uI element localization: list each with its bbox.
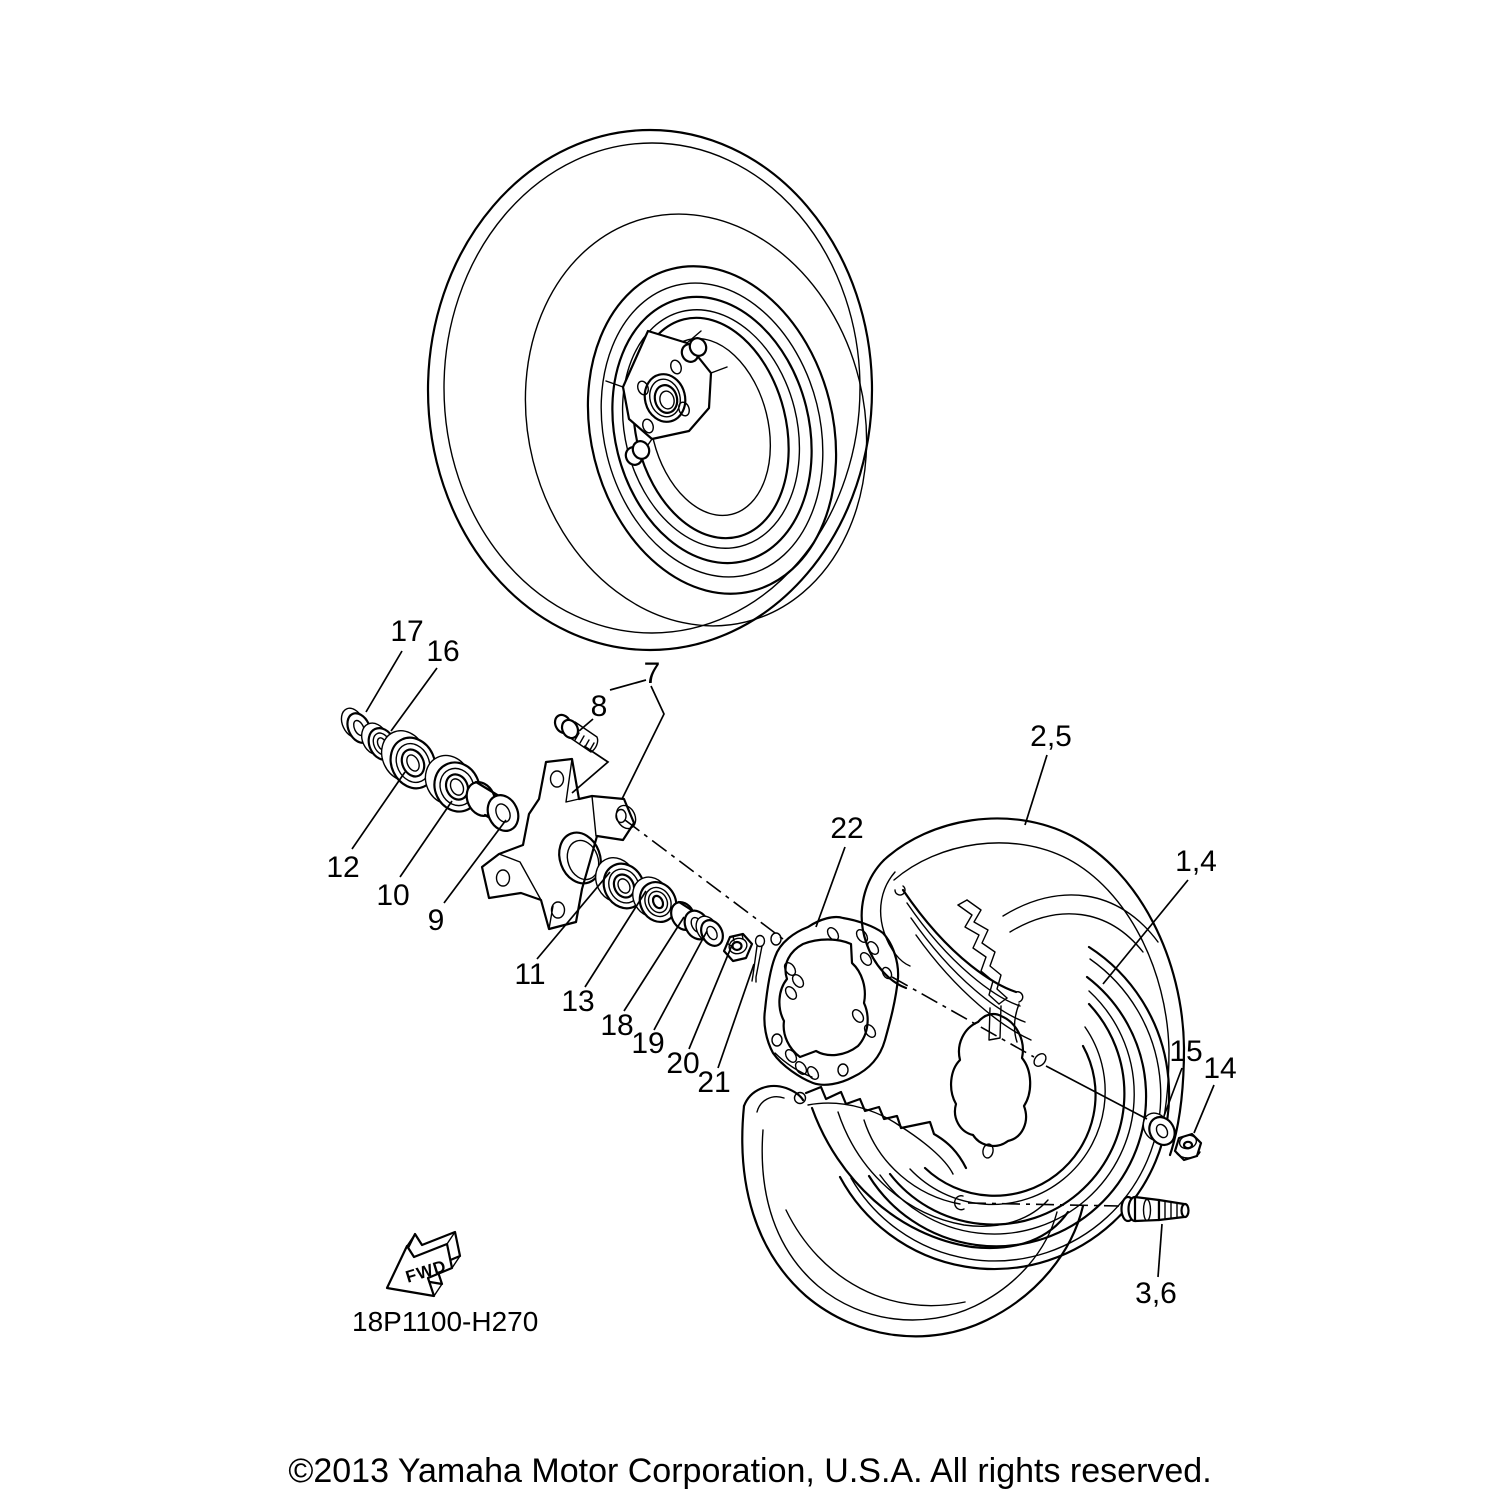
leader-line-7-1 — [622, 686, 664, 799]
callout-label-13: 13 — [561, 985, 595, 1018]
callout-label-21: 21 — [697, 1066, 731, 1099]
leader-line-12 — [352, 772, 405, 849]
callout-label-12: 12 — [326, 851, 360, 884]
callout-label-22: 22 — [830, 812, 864, 845]
part-14-flange-nut — [1175, 1134, 1201, 1160]
callout-label-3,6: 3,6 — [1135, 1277, 1177, 1310]
callout-label-15: 15 — [1169, 1035, 1203, 1068]
leader-line-1,4 — [1103, 880, 1188, 984]
part-20-castle-nut — [724, 934, 752, 961]
fwd-arrow — [387, 1232, 460, 1296]
leader-line-10 — [400, 801, 452, 877]
leader-line-16 — [391, 668, 437, 731]
leader-line-2,5 — [1025, 755, 1047, 825]
callout-label-17: 17 — [390, 615, 424, 648]
part-2-5-tire-upper-half — [862, 818, 1184, 1155]
leader-line-21 — [718, 964, 754, 1068]
part-3-6-valve-stem — [1122, 1197, 1189, 1221]
part-9-collar — [461, 777, 524, 835]
leader-line-14 — [1194, 1085, 1214, 1133]
callout-label-9: 9 — [427, 904, 445, 937]
callout-label-2,5: 2,5 — [1030, 720, 1072, 753]
callout-label-11: 11 — [514, 958, 546, 991]
leader-line-3,6 — [1158, 1224, 1162, 1277]
diagram-code: 18P1100-H270 — [352, 1306, 539, 1337]
leader-line-20 — [689, 945, 732, 1049]
leader-line-18 — [624, 917, 684, 1011]
tire-lower-half — [742, 1086, 1083, 1336]
part-21-cotter-pin — [752, 936, 765, 983]
copyright-text: ©2013 Yamaha Motor Corporation, U.S.A. All rights reserved. — [288, 1452, 1212, 1490]
part-22-brake-disc-plate — [764, 917, 898, 1085]
callout-label-16: 16 — [426, 635, 460, 668]
callout-label-8: 8 — [590, 690, 608, 723]
leader-line-7 — [610, 680, 646, 690]
callout-label-14: 14 — [1203, 1052, 1237, 1085]
callout-label-7: 7 — [643, 657, 661, 690]
leader-line-19 — [654, 931, 707, 1030]
callout-label-1,4: 1,4 — [1175, 845, 1217, 878]
leader-line-17 — [366, 651, 402, 712]
callout-label-18: 18 — [600, 1009, 634, 1042]
leader-line-22 — [816, 847, 845, 927]
callout-label-20: 20 — [666, 1047, 700, 1080]
callout-label-19: 19 — [631, 1027, 665, 1060]
fwd-arrow-label: FWD — [403, 1256, 449, 1287]
assembled-wheel — [428, 130, 909, 662]
callout-label-10: 10 — [376, 879, 410, 912]
construction-line-2 — [1046, 1066, 1147, 1119]
